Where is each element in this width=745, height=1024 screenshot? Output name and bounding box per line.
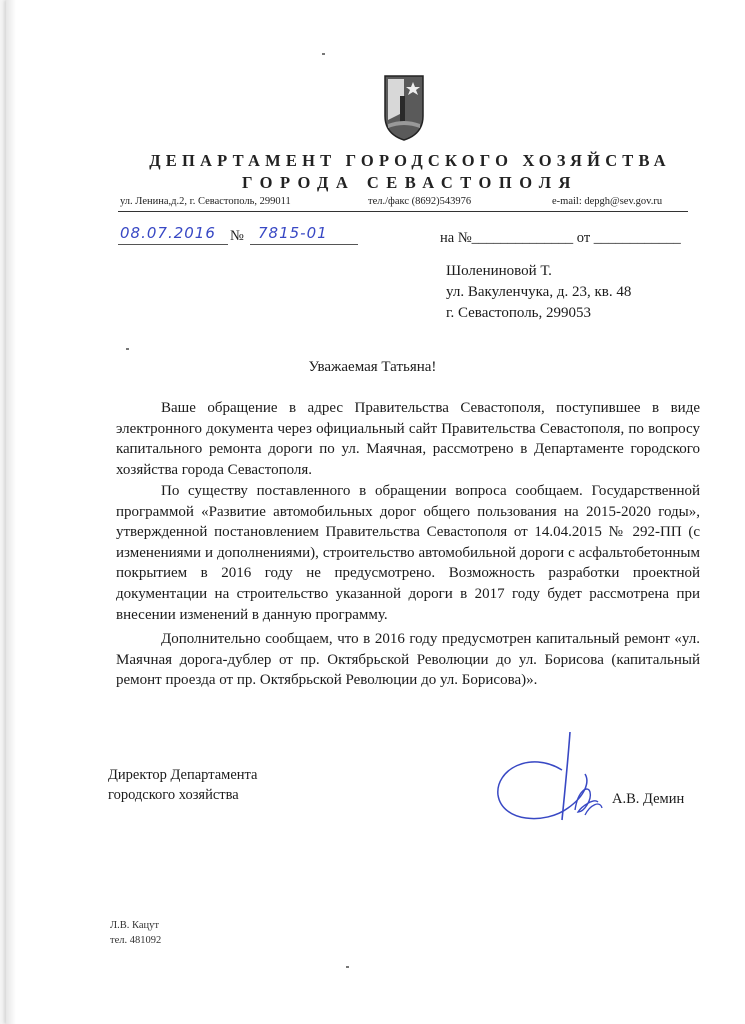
scan-speck bbox=[322, 53, 325, 55]
header-divider bbox=[118, 211, 688, 212]
scan-speck bbox=[126, 348, 129, 350]
handwritten-signature bbox=[490, 730, 615, 830]
date-underline bbox=[118, 244, 228, 245]
sevastopol-coat-of-arms-emblem bbox=[382, 72, 426, 142]
body-paragraph-3 bbox=[116, 629, 700, 691]
department-contacts bbox=[120, 196, 687, 210]
executor-name: Л.В. Кацут bbox=[110, 920, 159, 931]
signatory-position-line1: Директор Департамента bbox=[108, 767, 258, 783]
recipient-city: г. Севастополь, 299053 bbox=[446, 305, 592, 321]
outgoing-date-handwritten: 08.07.2016 bbox=[120, 224, 216, 242]
department-email: e-mail: depgh@sev.gov.ru bbox=[552, 196, 663, 207]
reply-reference: на №______________ от ____________ bbox=[440, 230, 681, 246]
department-name-line2: ГОРОДА СЕВАСТОПОЛЯ bbox=[242, 173, 578, 192]
recipient-street: ул. Вакуленчука, д. 23, кв. 48 bbox=[446, 284, 632, 300]
greeting: Уважаемая Татьяна! bbox=[308, 359, 437, 375]
number-underline bbox=[250, 244, 358, 245]
body-paragraph-1 bbox=[116, 398, 700, 480]
executor-phone: тел. 481092 bbox=[110, 935, 162, 946]
department-address: ул. Ленина,д.2, г. Севастополь, 299011 bbox=[120, 196, 291, 207]
number-sign: № bbox=[230, 228, 244, 244]
recipient-name: Шолениновой Т. bbox=[446, 263, 552, 279]
department-phone: тел./факс (8692)543976 bbox=[368, 196, 472, 207]
paragraph-2-text: По существу поставленного в обращении вопроса сообщаем. Государственной программой «Развитие автомобильных дорог общего пользования на 2015-2020 годы», утвержденной постановлением Правительства Севастополя от 14.04.2015 № 292-ПП (с изменениями и дополнениями), строительство автомобильной дороги с асфальтобетонным покрытием в 2016 году не предусмотрено. Возможность разработки проектной документации на строительство указанной дороги в 2017 году будет рассмотрена при внесении изменений в данную программу. bbox=[116, 483, 700, 623]
department-name-line1: ДЕПАРТАМЕНТ ГОРОДСКОГО ХОЗЯЙСТВА bbox=[149, 151, 671, 170]
signatory-name: А.В. Демин bbox=[612, 791, 685, 807]
paragraph-3-text: Дополнительно сообщаем, что в 2016 году предусмотрен капитальный ремонт «ул. Маячная дорога-дублер от пр. Октябрьской Революции до ул. Борисова (капитальный ремонт проезда от пр. Октябрьской Революции до ул. Борисова)». bbox=[116, 631, 700, 689]
paragraph-1-text: Ваше обращение в адрес Правительства Севастополя, поступившее в виде электронного документа через официальный сайт Правительства Севастополя, по вопросу капитального ремонта дороги по ул. Маячная, рассмотрено в Департаменте городского хозяйства города Севастополя. bbox=[116, 400, 700, 478]
outgoing-number-handwritten: 7815-01 bbox=[258, 224, 328, 242]
scan-speck bbox=[346, 966, 349, 968]
signatory-position-line2: городского хозяйства bbox=[108, 787, 239, 803]
body-paragraph-2 bbox=[116, 481, 700, 625]
